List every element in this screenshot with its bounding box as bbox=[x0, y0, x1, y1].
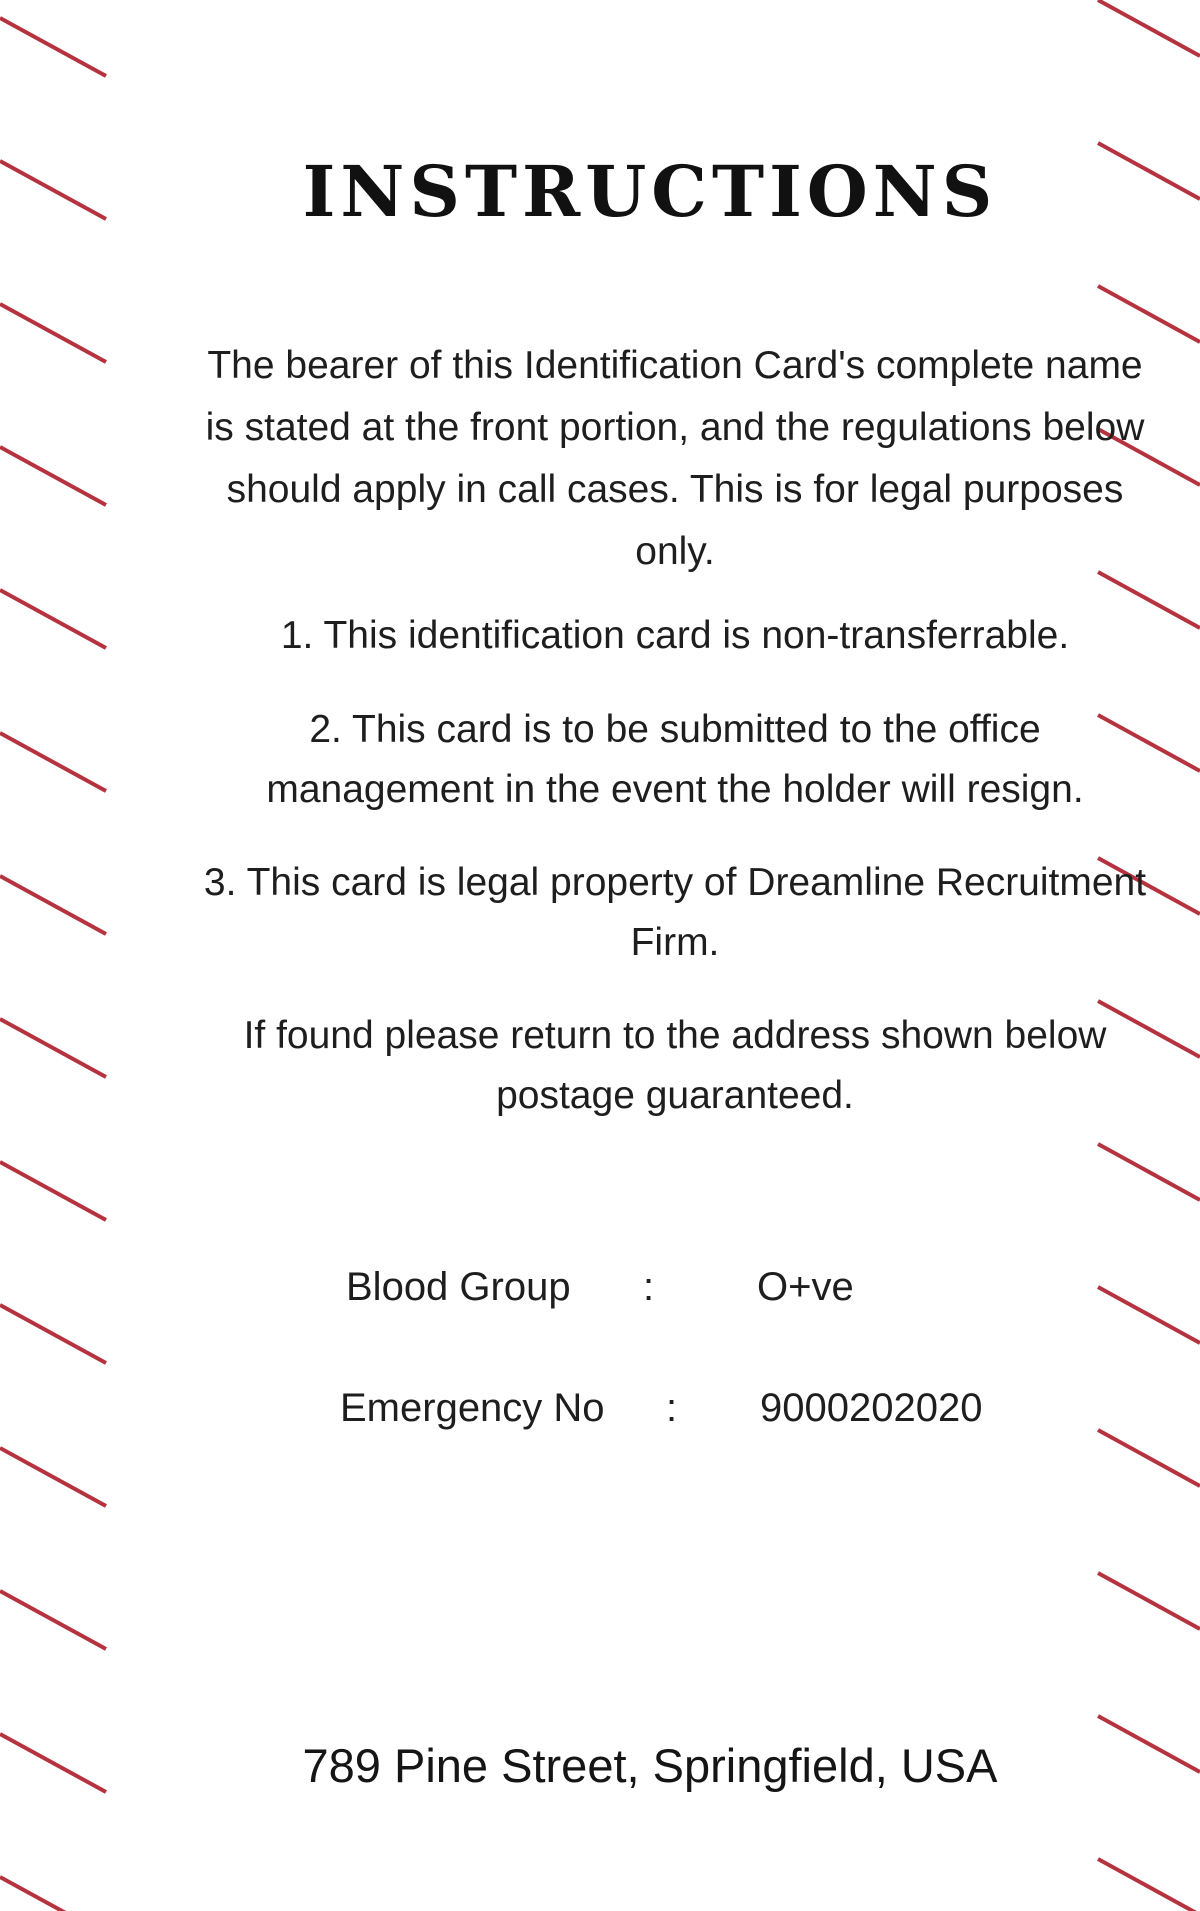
intro-paragraph: The bearer of this Identification Card's complete name is stated at the front portion, and the regulations below should apply in call cases. This is for legal purposes only. bbox=[205, 344, 1145, 573]
stripe-line bbox=[1098, 0, 1200, 56]
emergency-value: 9000202020 bbox=[760, 1386, 983, 1430]
emergency-label: Emergency No bbox=[340, 1386, 605, 1430]
stripe-line bbox=[0, 1305, 106, 1363]
stripe-line bbox=[0, 733, 106, 791]
stripe-line bbox=[1098, 286, 1200, 342]
stripe-line bbox=[0, 1591, 106, 1649]
return-notice: If found please return to the address shown below postage guaranteed. bbox=[243, 1014, 1107, 1117]
blood-group-separator: : bbox=[643, 1265, 655, 1309]
blood-group-label: Blood Group bbox=[346, 1265, 571, 1309]
rule-item: 3. This card is legal property of Dreamline Recruitment Firm. bbox=[203, 861, 1147, 964]
stripe-line bbox=[0, 1162, 106, 1220]
rule-item: 1. This identification card is non-transferrable. bbox=[280, 614, 1070, 657]
return-address: 789 Pine Street, Springfield, USA bbox=[302, 1739, 998, 1792]
stripe-line bbox=[0, 1877, 106, 1911]
stripe-line bbox=[0, 590, 106, 648]
emergency-separator: : bbox=[666, 1386, 678, 1430]
stripe-line bbox=[1098, 1430, 1200, 1486]
stripe-line bbox=[1098, 1859, 1200, 1911]
rule-item: 2. This card is to be submitted to the office management in the event the holder will resign. bbox=[266, 708, 1084, 811]
stripe-line bbox=[0, 304, 106, 362]
stripe-line bbox=[1098, 1573, 1200, 1629]
stripe-line bbox=[0, 876, 106, 934]
stripe-line bbox=[0, 1019, 106, 1077]
stripe-line bbox=[0, 447, 106, 505]
left-stripe-border bbox=[0, 18, 106, 1911]
stripe-line bbox=[0, 18, 106, 76]
blood-group-value: O+ve bbox=[757, 1265, 854, 1309]
stripe-line bbox=[1098, 1144, 1200, 1200]
stripe-line bbox=[1098, 1287, 1200, 1343]
stripe-line bbox=[0, 1448, 106, 1506]
page-title: INSTRUCTIONS bbox=[302, 150, 998, 233]
